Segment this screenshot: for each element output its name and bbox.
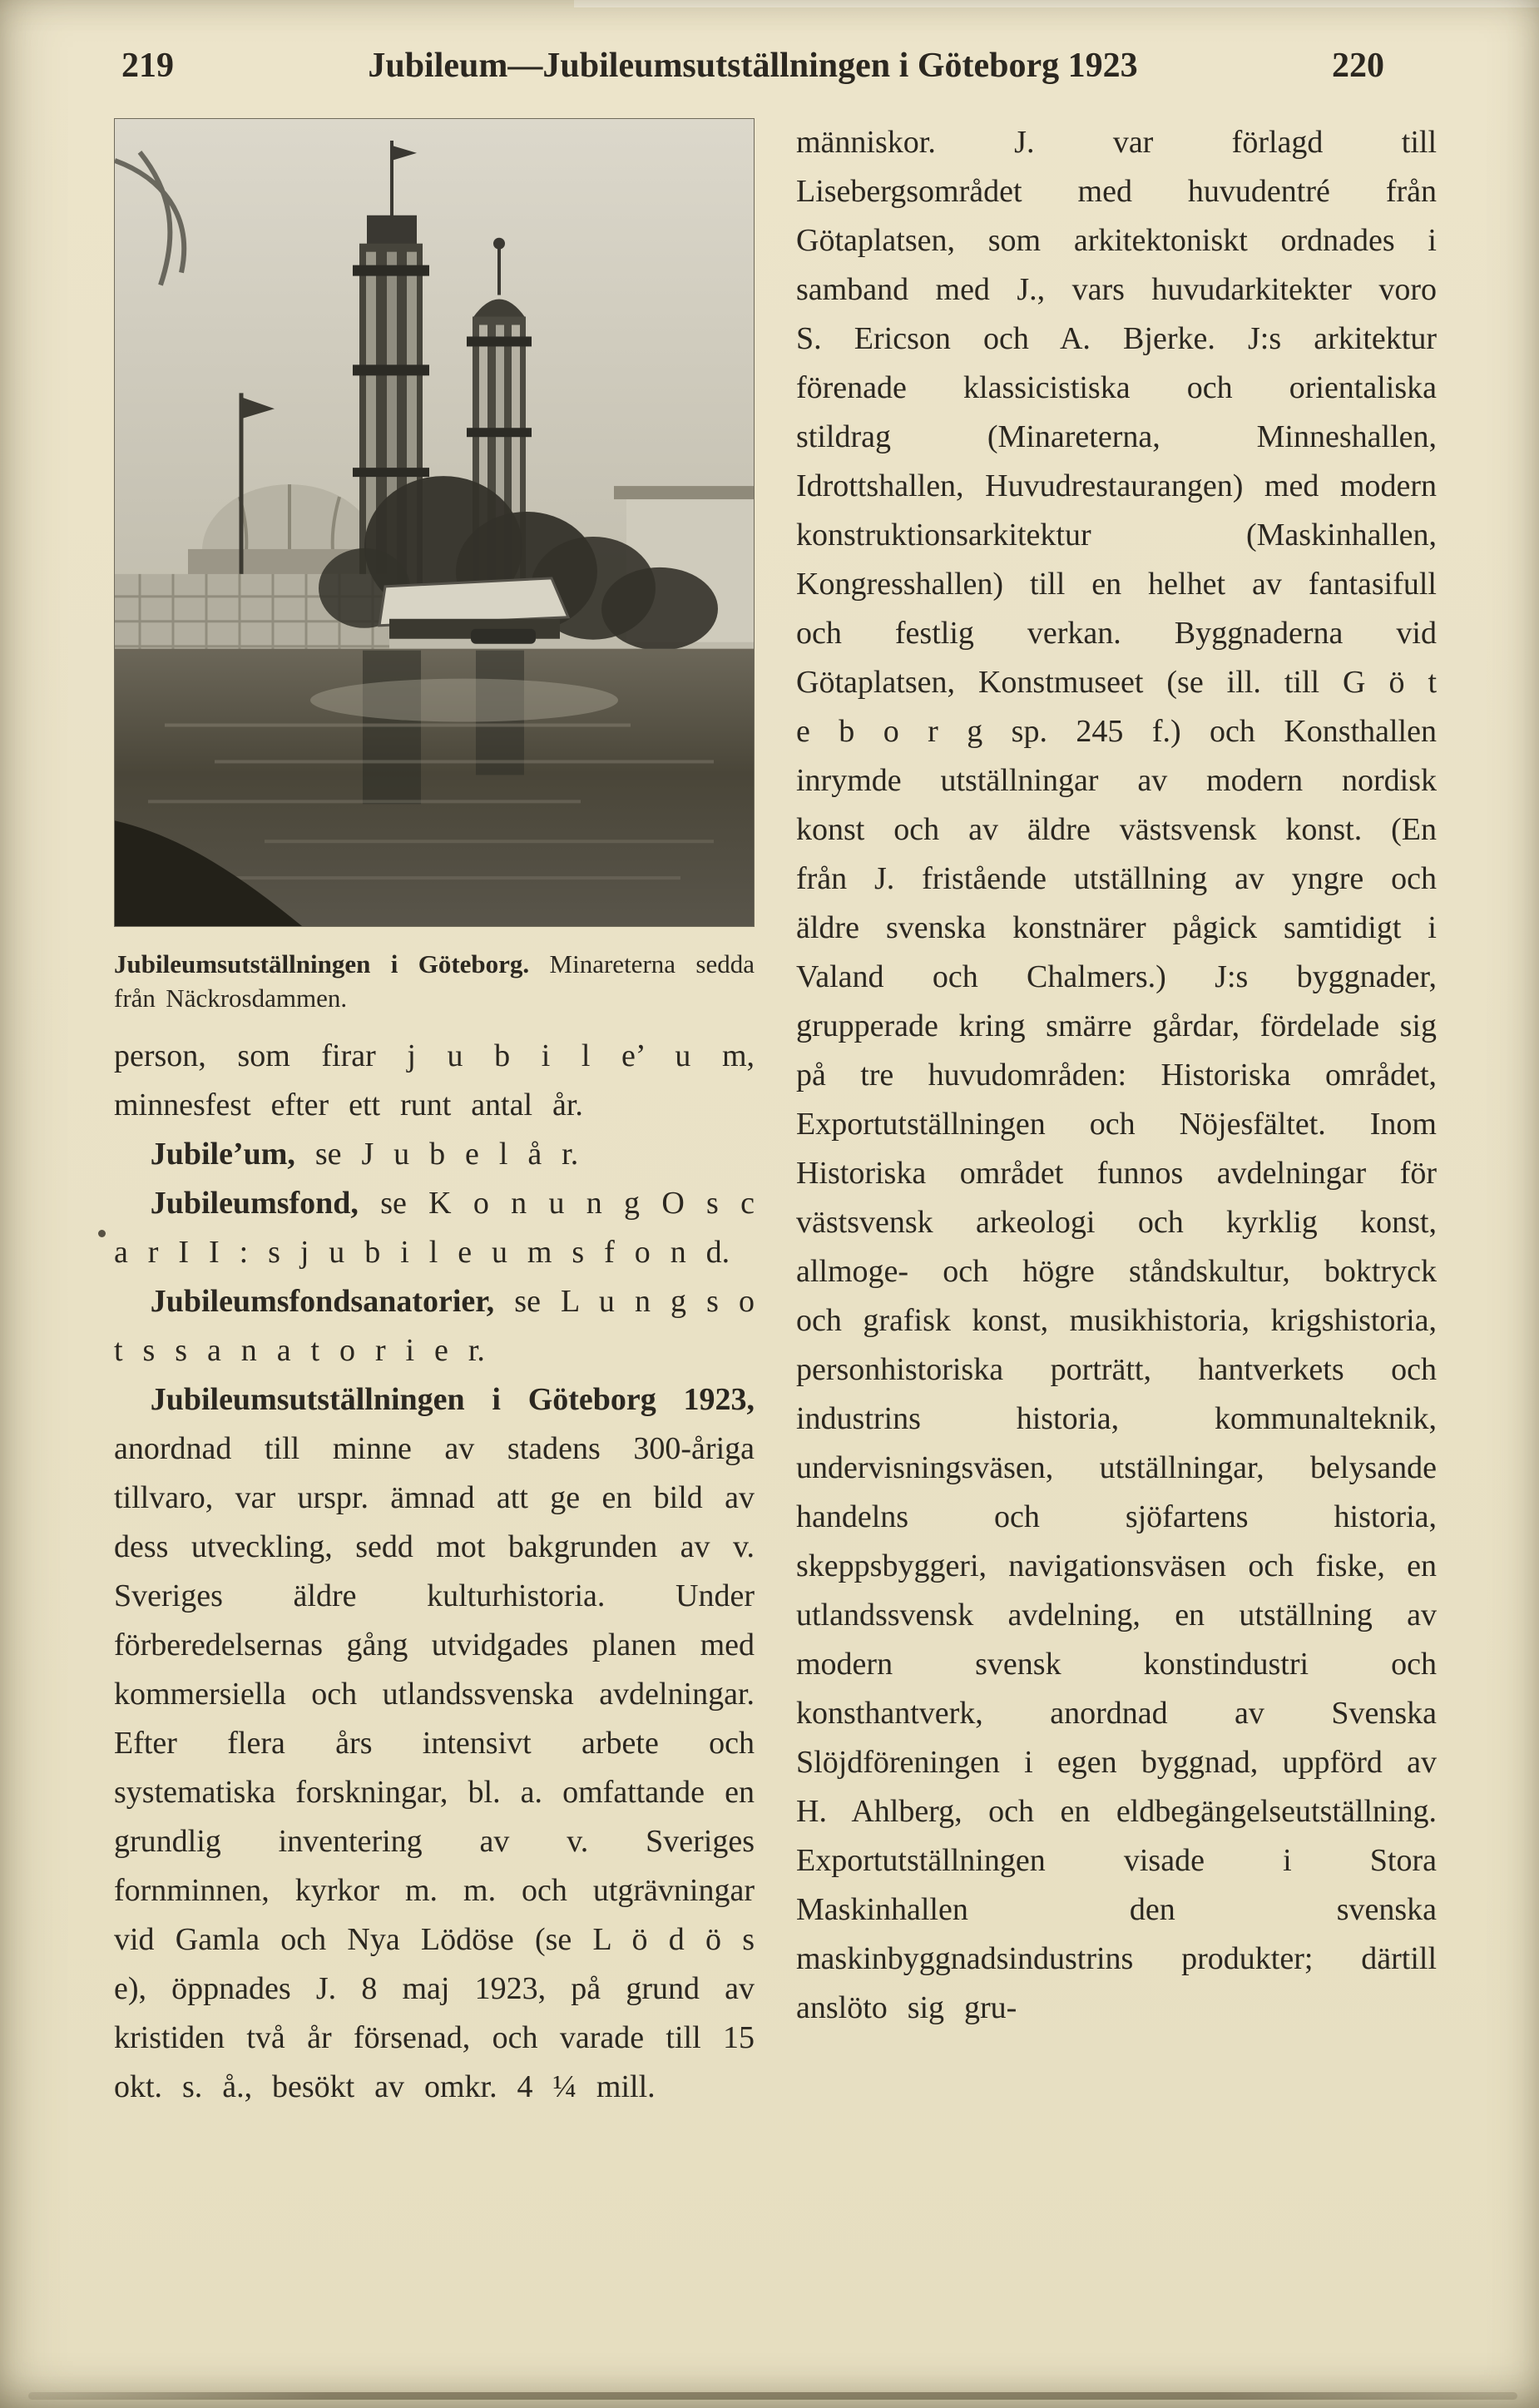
photo-figure [114, 118, 755, 1015]
right-column [796, 118, 1437, 2390]
paragraph-text: människor. J. var förlagd till Lisebergsområdet med huvudentré från Götaplatsen, som arkitektoniskt ordnades i samband med J., vars huvudarkitekter voro S. Ericson och A. Bjerke. J:s arkitektur förenade klassicistiska och orientaliska stildrag (Minareterna, Minneshallen, Idrottshallen, Huvudrestaurangen) med modern konstruktionsarkitektur (Maskinhallen, Kongresshallen) till en helhet av fantasifull och festlig verkan. Byggnaderna vid Götaplatsen, Konstmuseet (se ill. till G ö t e b o r g sp. 245 f.) och Konsthallen inrymde utställningar av modern nordisk konst och av äldre västsvensk konst. (En från J. fristående utställning av yngre och äldre svenska konstnärer pågick samtidigt i Valand och Chalmers.) J:s byggnader, grupperade kring smärre gårdar, fördelade sig på tre huvudområden: Historiska området, Exportutställningen och Nöjesfältet. Inom Historiska området funnos avdelningar för västsvensk arkeologi och kyrklig konst, allmoge- och högre ståndskultur, boktryck och grafisk konst, musikhistoria, krigshistoria, personhistoriska porträtt, hantverkets och industrins historia, kommunalteknik, undervisningsväsen, utställningar, belysande handelns och sjöfartens historia, skeppsbyggeri, navigationsväsen och fiske, en utlandssvensk avdelning, en utställning av modern svensk konstindustri och konsthantverk, anordnad av Svenska Slöjdföreningen i egen byggnad, uppförd av H. Ahlberg, och en eldbegängelseutställning. Exportutställningen visade i Stora Maskinhallen den svenska maskinbyggnadsindustrins produkter; därtill anslöto sig gru- [796, 125, 1437, 2025]
page-title: Jubileum—Jubileumsutställningen i Göteborg 1923 [368, 47, 1138, 85]
distant-building-roof [614, 486, 754, 499]
page-header [0, 0, 1539, 85]
entry-text: se J u b e l å r. [314, 1137, 579, 1172]
entry-paragraph-jubileumsutstallningen [114, 1375, 755, 2112]
paragraph-text: person, som firar j u b i l e’ u m, minnesfest efter ett runt antal år. [114, 1038, 755, 1122]
paragraph-continuation [796, 118, 1437, 2033]
paragraph-continuation [114, 1032, 755, 1130]
right-page-number: 220 [1332, 47, 1384, 85]
entry-paragraph-jubileumsfond [114, 1179, 755, 1277]
exhibition-photo-illustration [114, 118, 755, 927]
scan-artifact-bottom-edge [28, 2392, 1517, 2400]
left-page-number: 219 [121, 47, 174, 85]
entry-paragraph-jubileum [114, 1130, 755, 1179]
scan-artifact-top-edge [574, 0, 1539, 7]
entry-headword: Jubileumsutställningen i Göteborg 1923, [150, 1382, 755, 1417]
boat [471, 629, 536, 644]
entry-headword: Jubileumsfondsanatorier, [150, 1284, 495, 1319]
text-columns [0, 85, 1539, 2390]
entry-headword: Jubileumsfond, [150, 1186, 359, 1221]
entry-text: se K o n u n g O s c a r I I : s j u b i l e u m s f o n d. [114, 1186, 755, 1270]
entry-paragraph-jubileumsfondsanatorier [114, 1277, 755, 1375]
entry-text: anordnad till minne av stadens 300-åriga tillvaro, var urspr. ämnad att ge en bild av dess utveckling, sedd mot bakgrunden av v. Sveriges äldre kulturhistoria. Under förberedelsernas gång utvidgades planen med kommersiella och utlandssvenska avdelningar. Efter flera års intensivt arbete och systematiska forskningar, bl. a. omfattande en grundlig inventering av v. Sveriges fornminnen, kyrkor m. m. och utgrävningar vid Gamla och Nya Lödöse (se L ö d ö s e), öppnades J. 8 maj 1923, på grund av kristiden två år försenad, och varade till 15 okt. s. å., besökt av omkr. 4 ¼ mill. [114, 1431, 755, 2104]
photo-caption-rest: Minareterna sedda från Näckrosdammen. [114, 949, 755, 1013]
photo-caption-bold: Jubileumsutställningen i Göteborg. [114, 949, 530, 979]
left-column [114, 118, 755, 2390]
entry-headword: Jubile’um, [150, 1137, 295, 1172]
ink-speck-artifact [98, 1230, 106, 1237]
photo-caption [114, 947, 755, 1015]
entry-text: se L u n g s o t s s a n a t o r i e r. [114, 1284, 755, 1368]
